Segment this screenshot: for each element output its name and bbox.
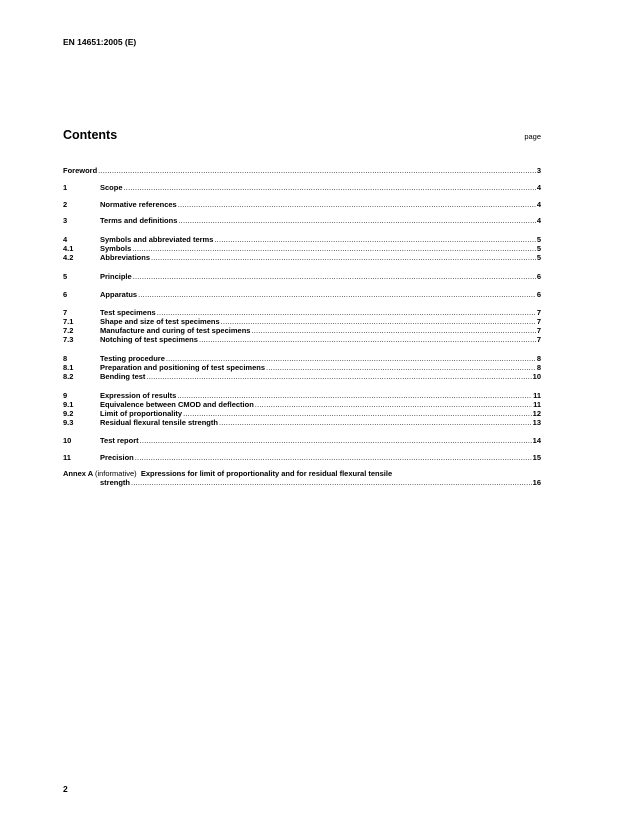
toc-entry-number: 1 <box>63 183 68 192</box>
toc-entry[interactable] <box>63 372 541 381</box>
toc-entry-text: Test report <box>100 436 139 445</box>
toc-entry[interactable] <box>63 363 541 372</box>
toc-entry[interactable] <box>63 453 541 462</box>
toc-entry-page: 4 <box>536 216 541 225</box>
toc-entry-number: 10 <box>63 436 72 445</box>
toc-leader-dots <box>132 244 536 253</box>
toc-leader-dots <box>178 200 536 209</box>
toc-entry-text: Precision <box>100 453 134 462</box>
toc-entry-number: 11 <box>63 453 71 462</box>
toc-entry[interactable] <box>63 400 541 409</box>
toc-entry-page: 7 <box>536 317 541 326</box>
toc-leader-dots <box>135 453 532 462</box>
toc-leader-dots <box>177 391 532 400</box>
toc-leader-dots <box>157 308 536 317</box>
toc-entry-text: Shape and size of test specimens <box>100 317 220 326</box>
toc-entry-text: Testing procedure <box>100 354 165 363</box>
toc-entry-text: Apparatus <box>100 290 138 299</box>
toc-annex-a-line1[interactable] <box>63 469 541 478</box>
toc-entry-page: 6 <box>536 290 541 299</box>
toc-entry-page: 7 <box>536 308 541 317</box>
toc-entry-number: 4.2 <box>63 253 74 262</box>
toc-leader-dots <box>133 272 536 281</box>
toc-leader-dots <box>266 363 536 372</box>
toc-entry-text: Limit of proportionality <box>100 409 183 418</box>
toc-leader-dots <box>214 235 535 244</box>
toc-leader-dots <box>219 418 532 427</box>
toc-entry-page: 4 <box>536 200 541 209</box>
toc-entry[interactable] <box>63 183 541 192</box>
toc-entry-number: 5 <box>63 272 68 281</box>
toc-entry[interactable] <box>63 391 541 400</box>
toc-entry-number: 6 <box>63 290 68 299</box>
toc-entry-foreword[interactable] <box>63 166 541 175</box>
toc-entry[interactable] <box>63 354 541 363</box>
toc-entry-number: 7.3 <box>63 335 74 344</box>
toc-entry[interactable] <box>63 308 541 317</box>
toc-entry-page: 16 <box>532 478 541 487</box>
toc-entry-text: Bending test <box>100 372 146 381</box>
toc-leader-dots <box>140 436 532 445</box>
toc-entry-text: Residual flexural tensile strength <box>100 418 218 427</box>
toc-entry[interactable] <box>63 418 541 427</box>
toc-leader-dots <box>178 216 535 225</box>
toc-entry[interactable] <box>63 253 541 262</box>
toc-entry-number: 3 <box>63 216 68 225</box>
annex-title-line1: Expressions for limit of proportionality and for residual flexural tensile <box>140 469 393 478</box>
toc-entry-number: 9 <box>63 391 68 400</box>
contents-title: Contents <box>63 128 118 142</box>
toc-entry-text: Principle <box>100 272 132 281</box>
toc-entry-text: Symbols <box>100 244 132 253</box>
toc-entry-text: Equivalence between CMOD and deflection <box>100 400 254 409</box>
toc-entry[interactable] <box>63 272 541 281</box>
toc-entry-text: Manufacture and curing of test specimens <box>100 326 251 335</box>
toc-leader-dots <box>199 335 536 344</box>
toc-entry-text: Test specimens <box>100 308 156 317</box>
toc-entry[interactable] <box>63 216 541 225</box>
toc-entry-text: Symbols and abbreviated terms <box>100 235 214 244</box>
toc-entry-page: 6 <box>536 272 541 281</box>
toc-entry-text: Preparation and positioning of test specimens <box>100 363 266 372</box>
toc-leader-dots <box>221 317 536 326</box>
toc-leader-dots <box>166 354 536 363</box>
toc-entry-page: 13 <box>532 418 541 427</box>
toc-entry-page: 5 <box>536 244 541 253</box>
toc-leader-dots <box>251 326 535 335</box>
toc-entry[interactable] <box>63 235 541 244</box>
toc-leader-dots <box>98 166 536 175</box>
toc-leader-dots <box>255 400 532 409</box>
toc-entry-number: 2 <box>63 200 68 209</box>
toc-entry-text: Notching of test specimens <box>100 335 198 344</box>
annex-kind: (informative) <box>94 469 137 478</box>
page-column-label: page <box>524 132 541 141</box>
toc-entry[interactable] <box>63 317 541 326</box>
toc-entry-number: 9.2 <box>63 409 74 418</box>
toc-entry-number: 8.1 <box>63 363 74 372</box>
toc-entry-number: 7 <box>63 308 68 317</box>
toc-entry[interactable] <box>63 335 541 344</box>
toc-entry[interactable] <box>63 200 541 209</box>
document-id-header: EN 14651:2005 (E) <box>63 37 137 47</box>
toc-leader-dots <box>146 372 531 381</box>
toc-entry-number: 4.1 <box>63 244 74 253</box>
page-number: 2 <box>63 784 68 794</box>
toc-entry-page: 8 <box>536 363 541 372</box>
toc-entry-number: 8.2 <box>63 372 74 381</box>
toc-entry[interactable] <box>63 436 541 445</box>
toc-entry-page: 5 <box>536 235 541 244</box>
annex-title-line2: strength <box>100 478 130 487</box>
toc-entry-number: 9.3 <box>63 418 74 427</box>
toc-entry-page: 7 <box>536 326 541 335</box>
toc-entry-page: 5 <box>536 253 541 262</box>
toc-leader-dots <box>151 253 536 262</box>
toc-entry-page: 10 <box>532 372 541 381</box>
toc-entry-page: 15 <box>532 453 541 462</box>
toc-leader-dots <box>124 183 536 192</box>
toc-leader-dots <box>138 290 536 299</box>
toc-entry-number: 7.2 <box>63 326 74 335</box>
toc-entry-page: 4 <box>536 183 541 192</box>
toc-annex-a-line2[interactable] <box>100 478 541 487</box>
toc-entry-text: Abbreviations <box>100 253 151 262</box>
toc-entry[interactable] <box>63 409 541 418</box>
toc-entry-text: Terms and definitions <box>100 216 178 225</box>
toc-entry[interactable] <box>63 244 541 253</box>
toc-entry-text: Foreword <box>63 166 98 175</box>
toc-entry-number: 4 <box>63 235 68 244</box>
toc-entry-number: 8 <box>63 354 68 363</box>
toc-entry-page: 8 <box>536 354 541 363</box>
toc-entry[interactable] <box>63 326 541 335</box>
toc-entry-page: 11 <box>533 391 541 400</box>
toc-entry-text: Normative references <box>100 200 177 209</box>
toc-entry-number: 9.1 <box>63 400 74 409</box>
toc-leader-dots <box>131 478 532 487</box>
toc-entry[interactable] <box>63 290 541 299</box>
toc-entry-page: 7 <box>536 335 541 344</box>
annex-label: Annex A (informative) Expressions for limit of proportionality and for residual flexural tensile <box>63 469 393 478</box>
toc-leader-dots <box>183 409 532 418</box>
toc-entry-number: 7.1 <box>63 317 74 326</box>
toc-entry-page: 14 <box>532 436 541 445</box>
toc-entry-page: 11 <box>533 400 541 409</box>
toc-entry-text: Scope <box>100 183 123 192</box>
toc-entry-page: 12 <box>532 409 541 418</box>
toc-entry-page: 3 <box>536 166 541 175</box>
toc-entry-text: Expression of results <box>100 391 177 400</box>
